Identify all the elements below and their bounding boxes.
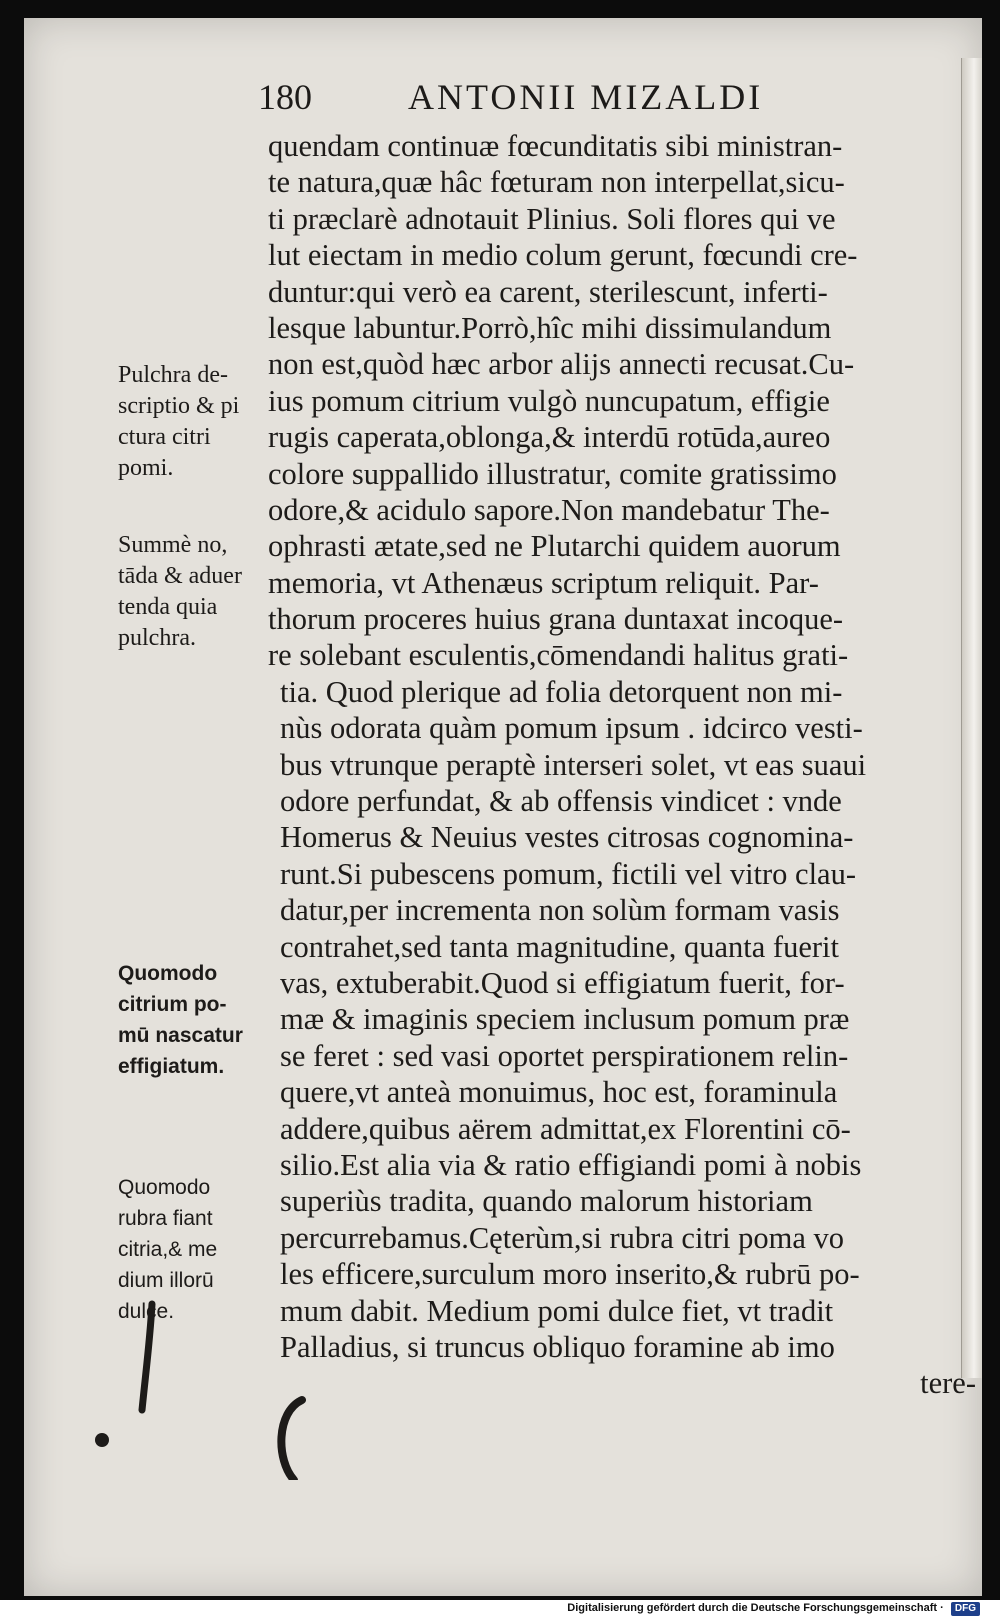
text-line: quendam continuæ fœcunditatis sibi ministran-	[268, 129, 843, 163]
margin-note-line: Quomodo	[118, 962, 218, 985]
text-line: les efficere,surculum moro inserito,& rubrū po-	[280, 1257, 860, 1292]
text-line: silio.Est alia via & ratio effigiandi pomi à nobis	[280, 1147, 862, 1182]
ink-bracket	[281, 1400, 302, 1480]
margin-note-line: citrium po-	[118, 993, 227, 1016]
text-line: thorum proceres huius grana duntaxat incoque-	[268, 602, 844, 637]
text-line: odore perfundat, & ab offensis vindicet : vnde	[280, 784, 842, 819]
margin-note-line: dulce.	[118, 1300, 175, 1323]
main-text-block	[268, 128, 976, 1402]
margin-note	[118, 530, 278, 654]
text-line: Palladius, si truncus obliquo foramine ab imo	[280, 1329, 835, 1364]
dfg-logo: DFG	[951, 1602, 980, 1616]
text-line: mæ & imaginis speciem inclusum pomum præ	[280, 1002, 850, 1037]
text-line: addere,quibus aërem admittat,ex Florentini cō-	[280, 1111, 851, 1146]
page-number: 180	[258, 77, 312, 117]
text-line: ophrasti ætate,sed ne Plutarchi quidem auorum	[268, 529, 841, 564]
running-title: ANTONII MIZALDI	[408, 77, 764, 117]
text-line: colore suppallido illustratur, comite gratissimo	[268, 456, 837, 491]
margin-note-line: tāda & aduer	[118, 563, 242, 589]
text-line: ius pomum citrium vulgò nuncupatum, effigie	[268, 383, 830, 418]
text-line: lut eiectam in medio colum gerunt, fœcundi cre-	[268, 238, 858, 273]
margin-note-line: mū nascatur	[118, 1024, 243, 1047]
ink-marks	[80, 1300, 320, 1480]
margin-note-line: effigiatum.	[118, 1055, 225, 1078]
text-line: nùs odorata quàm pomum ipsum . idcirco vesti-	[280, 711, 863, 746]
margin-note-line: pulchra.	[118, 625, 196, 651]
footer-credit: Digitalisierung gefördert durch die Deutsche Forschungsgemeinschaft · DFG	[567, 1598, 980, 1618]
text-line: vas, extuberabit.Quod si effigiatum fuerit, for-	[280, 965, 845, 1000]
text-line: datur,per incrementa non solùm formam vasis	[280, 893, 840, 928]
margin-note-line: Quomodo	[118, 1176, 211, 1199]
text-line: percurrebamus.Cęterùm,si rubra citri poma vo	[280, 1220, 845, 1255]
text-line: runt.Si pubescens pomum, fictili vel vitro clau-	[280, 856, 857, 891]
text-line: odore,& acidulo sapore.Non mandebatur The-	[268, 492, 830, 527]
text-line: Homerus & Neuius vestes citrosas cognomina-	[280, 820, 854, 855]
margin-note-line: ctura citri	[118, 424, 211, 450]
margin-note-line: citria,& me	[118, 1238, 218, 1261]
text-line: memoria, vt Athenæus scriptum reliquit. Par-	[268, 565, 819, 600]
text-line: te natura,quæ hâc fœturam non interpellat,sicu-	[268, 165, 845, 200]
text-line: contrahet,sed tanta magnitudine, quanta fuerit	[280, 929, 839, 964]
text-line: bus vtrunque peraptè interseri solet, vt eas suaui	[280, 747, 867, 782]
text-line: duntur:qui verò ea carent, sterilescunt, inferti-	[268, 274, 828, 309]
margin-note-line: dium illorū	[118, 1269, 214, 1292]
text-line: quere,vt anteà monuimus, hoc est, foraminula	[280, 1075, 838, 1110]
margin-note-line: Summè no,	[118, 532, 228, 558]
margin-note-line: scriptio & pi	[118, 393, 240, 419]
text-line: ti præclarè adnotauit Plinius. Soli flores qui ve	[268, 201, 836, 236]
margin-note	[118, 958, 278, 1082]
catchword: tere-	[920, 1366, 976, 1401]
margin-note	[118, 360, 278, 484]
running-head	[258, 76, 818, 122]
text-line: re solebant esculentis,cōmendandi halitus grati-	[268, 638, 849, 673]
text-line: se feret : sed vasi oportet perspirationem relin-	[280, 1038, 849, 1073]
text-line: superiùs tradita, quando malorum historiam	[280, 1184, 813, 1219]
margin-note-line: Pulchra de-	[118, 362, 228, 388]
ink-dot	[95, 1433, 109, 1447]
margin-note-line: rubra fiant	[118, 1207, 213, 1230]
margin-note-line: pomi.	[118, 455, 174, 481]
text-line: tia. Quod plerique ad folia detorquent non mi-	[280, 674, 843, 709]
text-line: lesque labuntur.Porrò,hîc mihi dissimulandum	[268, 310, 832, 345]
text-line: rugis caperata,oblonga,& interdū rotūda,aureo	[268, 420, 831, 455]
ink-stroke	[142, 1304, 152, 1410]
text-line: mum dabit. Medium pomi dulce fiet, vt tradit	[280, 1293, 834, 1328]
footer-text: Digitalisierung gefördert durch die Deutsche Forschungsgemeinschaft	[567, 1602, 938, 1614]
margin-note-line: tenda quia	[118, 594, 218, 620]
text-line: non est,quòd hæc arbor alijs annecti recusat.Cu-	[268, 347, 855, 382]
